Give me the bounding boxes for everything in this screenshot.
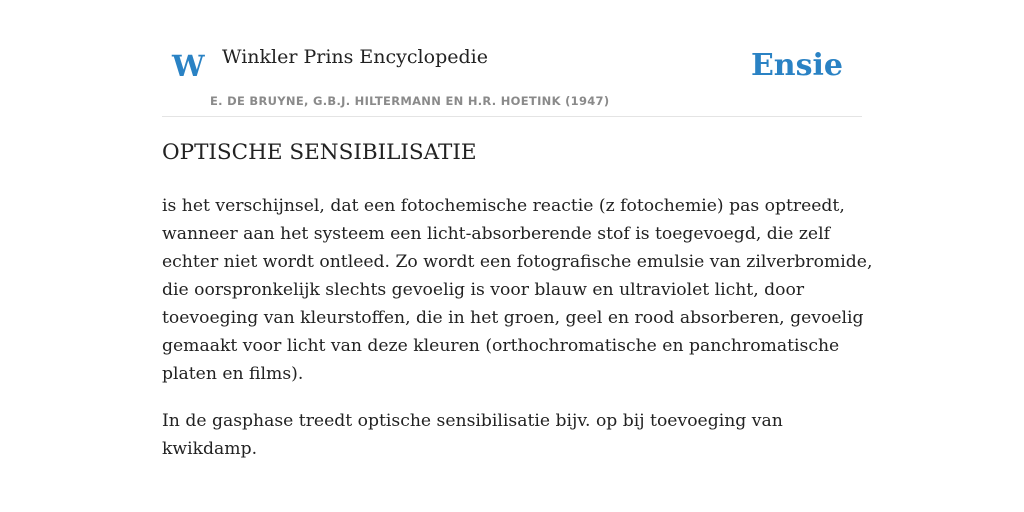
source-title[interactable]: Winkler Prins Encyclopedie: [222, 46, 488, 68]
ensie-logo[interactable]: Ensie: [750, 48, 843, 83]
source-header: [162, 36, 862, 117]
source-authors: E. DE BRUYNE, G.B.J. HILTERMANN EN H.R. HOETINK (1947): [210, 94, 610, 108]
entry-body: [162, 192, 874, 482]
encyclopedia-logo[interactable]: W: [172, 49, 205, 83]
entry-paragraph: is het verschijnsel, dat een fotochemische reactie (z fotochemie) pas optreedt, wanneer aan het systeem een licht-absorberende stof is toegevoegd, die zelf echter niet wordt ontleed. Zo wordt een fotografische emulsie van zilverbromide, die oorspronkelijk slechts gevoelig is voor blauw en ultraviolet licht, door toevoeging van kleurstoffen, die in het groen, geel en rood absorberen, gevoelig gemaakt voor licht van deze kleuren (orthochromatische en panchromatische platen en films).: [162, 196, 873, 384]
entry-title: OPTISCHE SENSIBILISATIE: [162, 140, 477, 165]
entry-paragraph: In de gasphase treedt optische sensibilisatie bijv. op bij toevoeging van kwikdamp.: [162, 411, 783, 459]
